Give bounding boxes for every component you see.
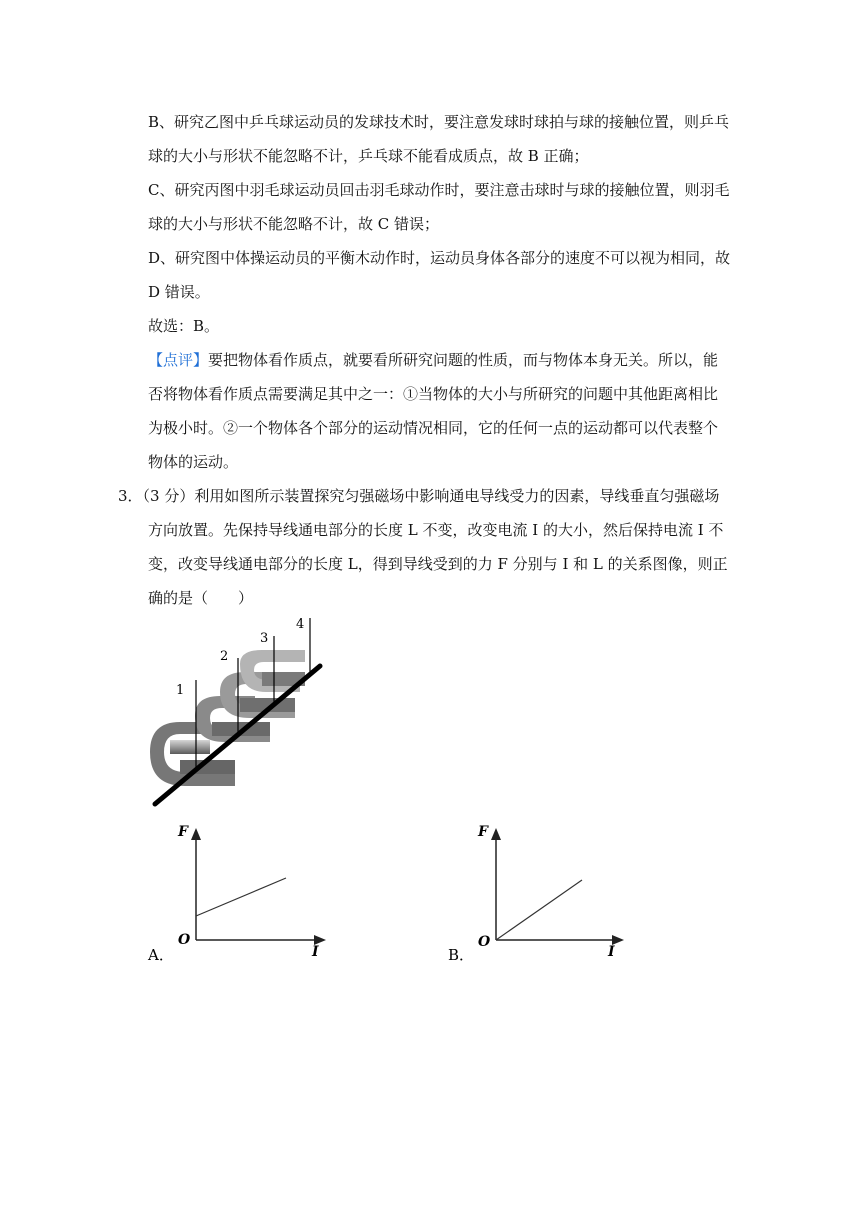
lead-label-2: 2	[220, 649, 229, 664]
question-3-line-4: 确的是（ ）	[148, 589, 254, 607]
f-vs-i-line	[496, 880, 582, 940]
option-a-letter: A．	[148, 946, 174, 964]
option-c-explanation-line-2: 球的大小与形状不能忽略不计，故 C 错误；	[148, 215, 440, 233]
comment-line-3: 为极小时。②一个物体各个部分的运动情况相同，它的任何一点的运动都可以代表整个	[148, 419, 719, 437]
option-d-explanation-line-1: D、研究图中体操运动员的平衡木动作时，运动员身体各部分的速度不可以视为相同，故	[148, 249, 731, 267]
comment-tag: 【点评】	[148, 351, 209, 369]
comment-line-2: 否将物体看作质点需要满足其中之一：①当物体的大小与所研究的问题中其他距离相比	[148, 385, 719, 403]
comment-line-4: 物体的运动。	[148, 453, 239, 471]
y-axis-label: F	[178, 824, 188, 840]
y-axis-label: F	[478, 824, 488, 840]
answer-line: 故选：B。	[148, 317, 220, 335]
question-3-line-2: 方向放置。先保持导线通电部分的长度 L 不变，改变电流 I 的大小，然后保持电流 I 不	[148, 521, 724, 539]
x-axis-label: I	[312, 944, 319, 960]
comment-text-1: 要把物体看作质点，就要看所研究问题的性质，而与物体本身无关。所以，能	[208, 351, 719, 369]
option-c-explanation-line-1: C、研究丙图中羽毛球运动员回击羽毛球动作时，要注意击球时与球的接触位置，则羽毛	[148, 181, 730, 199]
question-3-line-1: 3．（3 分）利用如图所示装置探究匀强磁场中影响通电导线受力的因素，导线垂直匀强磁场	[118, 487, 720, 505]
origin-label: O	[178, 932, 191, 948]
magnet-apparatus-figure	[140, 612, 340, 812]
origin-label: O	[478, 934, 491, 950]
option-b-explanation-line-1: B、研究乙图中乒乓球运动员的发球技术时，要注意发球时球拍与球的接触位置，则乒乓	[148, 113, 730, 131]
x-axis-label: I	[608, 944, 615, 960]
lead-label-3: 3	[260, 631, 269, 646]
option-a-graph	[140, 820, 360, 970]
y-axis-arrow	[491, 828, 501, 840]
lead-label-4: 4	[296, 617, 305, 632]
option-b-graph	[440, 820, 660, 970]
option-d-explanation-line-2: D 错误。	[148, 283, 210, 301]
comment-line-1	[148, 350, 718, 370]
lead-label-1: 1	[176, 683, 185, 698]
y-axis-arrow	[191, 828, 201, 840]
option-b-explanation-line-2: 球的大小与形状不能忽略不计，乒乓球不能看成质点，故 B 正确；	[148, 147, 589, 165]
f-vs-i-line	[196, 878, 286, 916]
option-b-letter: B．	[448, 946, 475, 964]
question-3-line-3: 变，改变导线通电部分的长度 L，得到导线受到的力 F 分别与 I 和 L 的关系图像，则正	[148, 555, 728, 573]
